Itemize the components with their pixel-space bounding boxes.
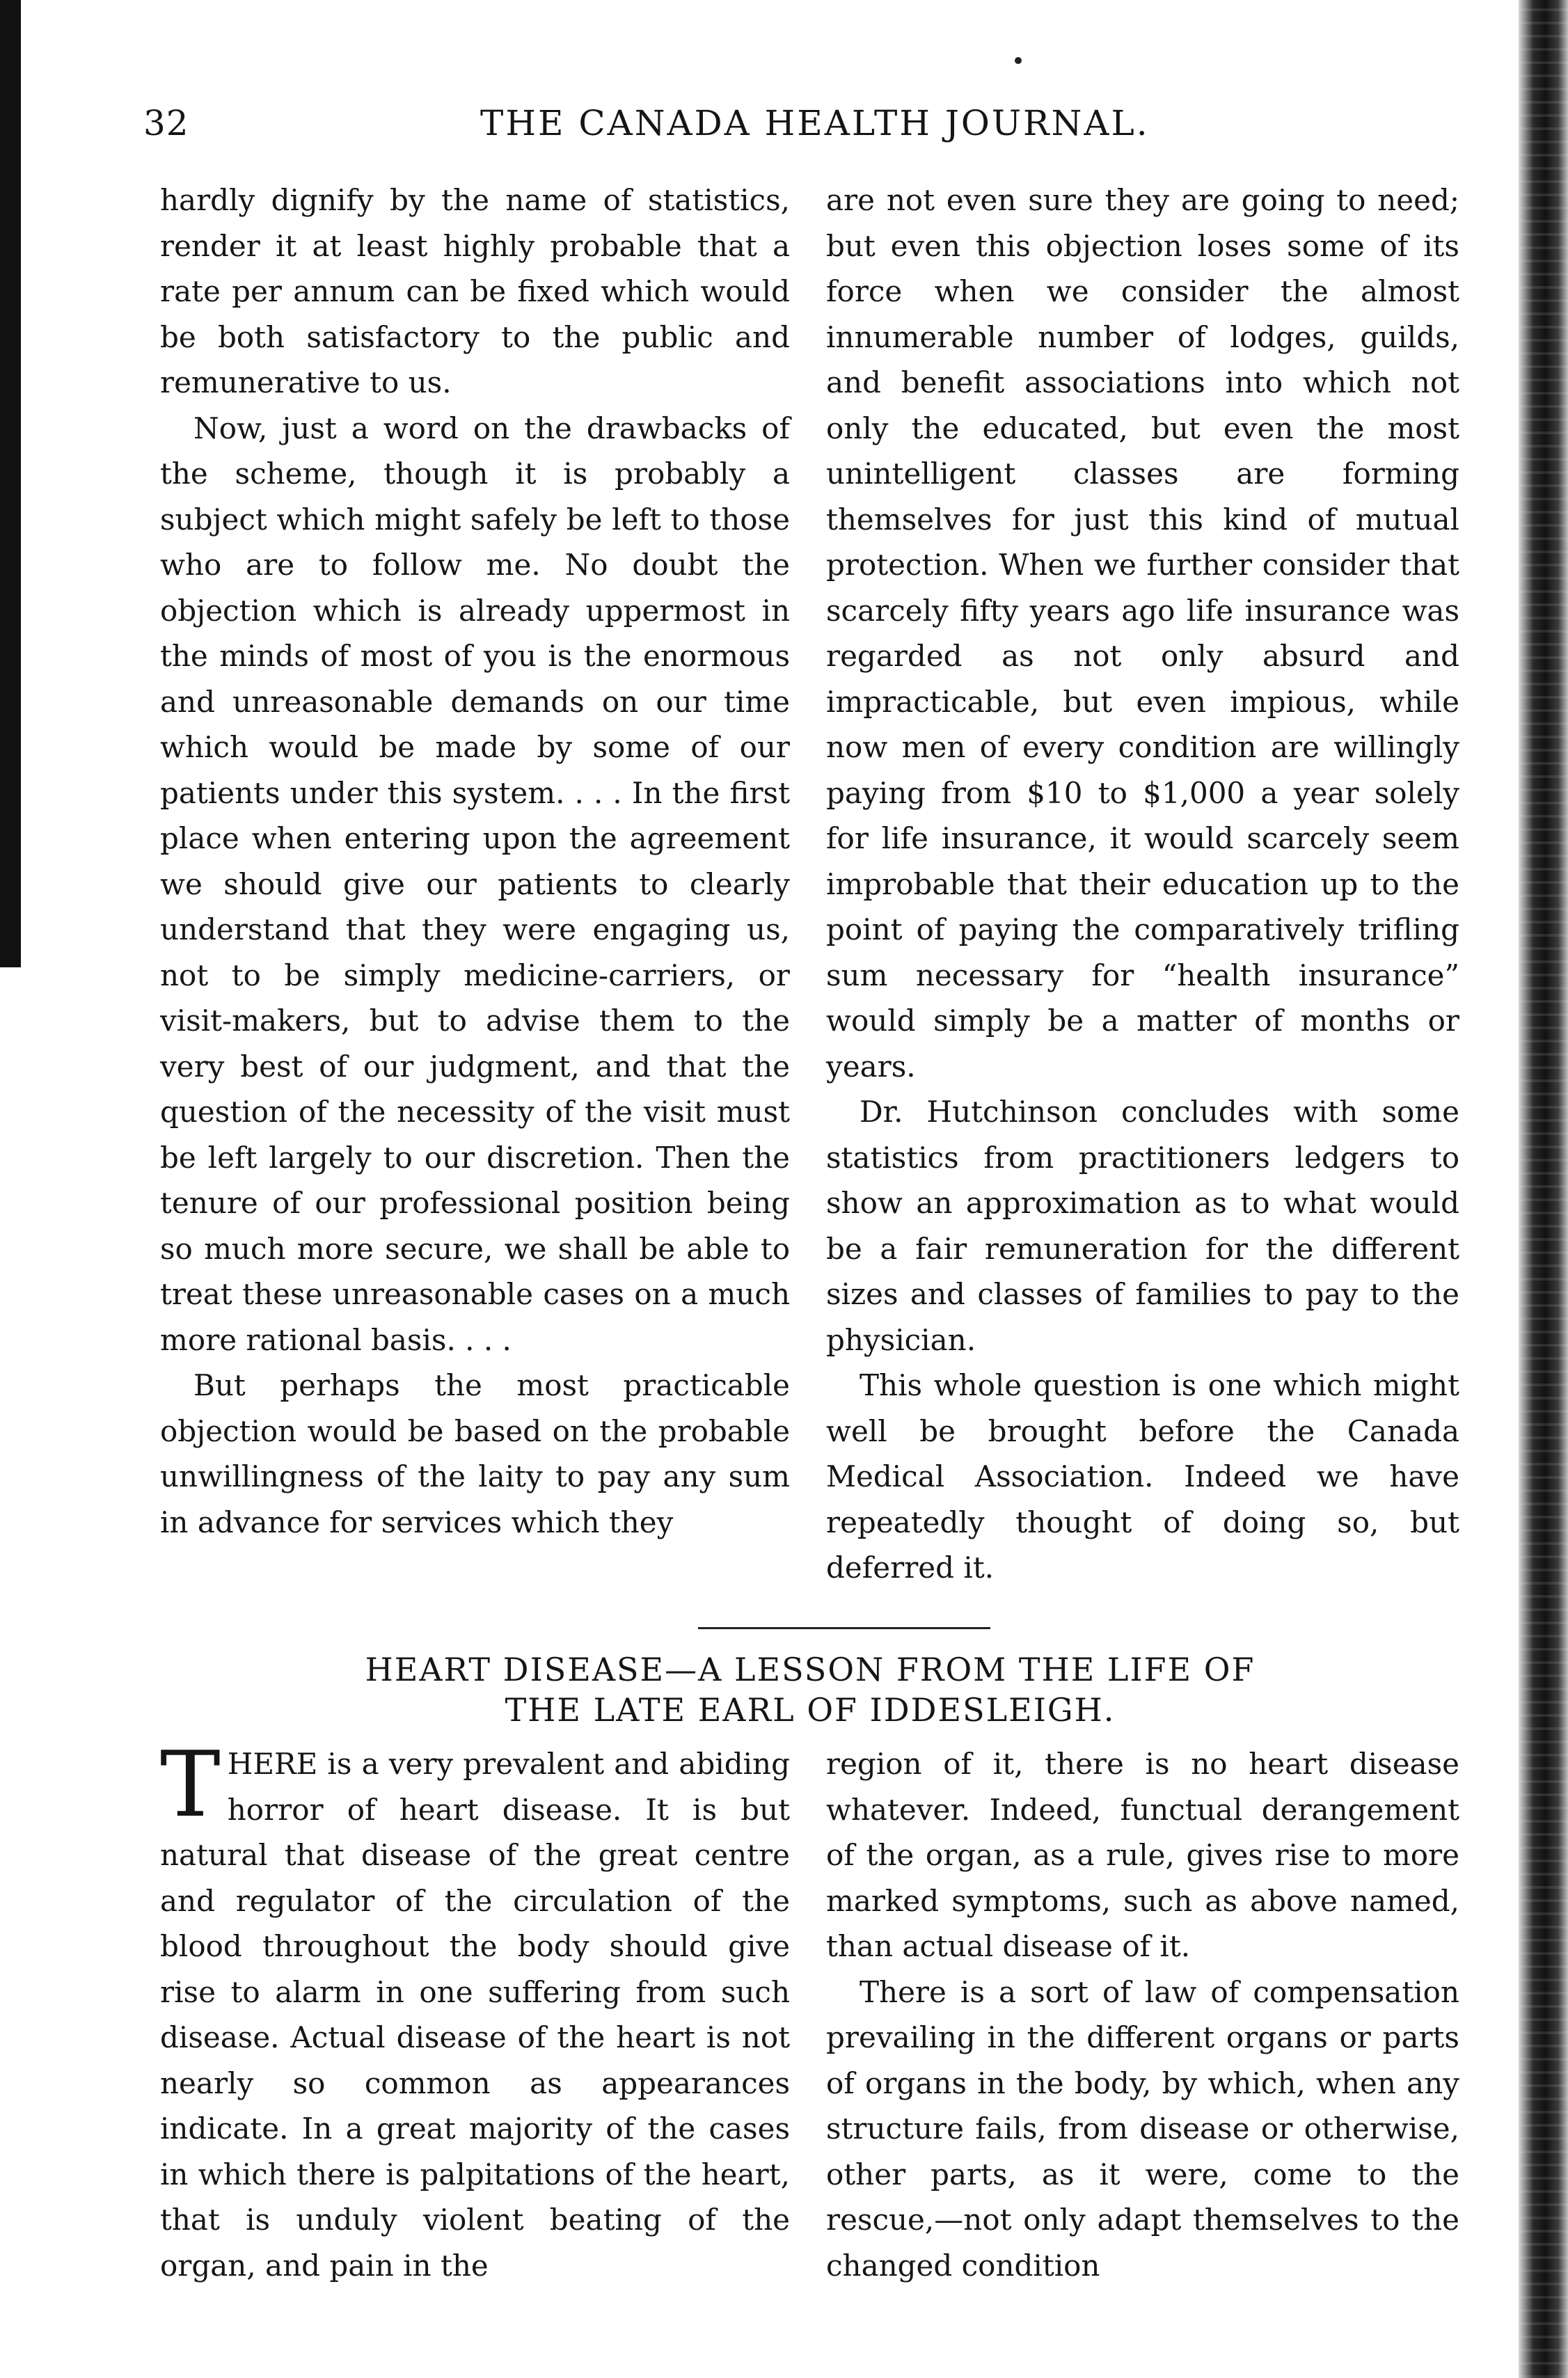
column-bottom-left	[160, 1731, 790, 2288]
column-top-right	[826, 177, 1459, 1591]
paragraph: There is a sort of law of compensation prevailing in the different organs or parts of organs in the body, by which, when any structure fails, from disease or otherwise, other parts, as it were, come to the rescue,—not only adapt themselves to the changed condition	[826, 1974, 1459, 2283]
paragraph: This whole question is one which might well be brought before the Canada Medical Association. Indeed we have repeatedly thought of doing so, but deferred it.	[826, 1368, 1459, 1585]
paragraph: But perhaps the most practicable objection would be based on the probable unwillingness of the laity to pay any sum in advance for services which they	[160, 1368, 790, 1539]
paragraph: Dr. Hutchinson concludes with some statistics from practitioners ledgers to show an approximation as to what would be a fair remuneration for the different sizes and classes of families to pay to the physician.	[826, 1095, 1459, 1357]
book-gutter-edge	[1519, 0, 1568, 2378]
paragraph	[160, 1731, 790, 2288]
running-head	[0, 103, 1568, 159]
column-bottom-right	[826, 1741, 1459, 2288]
scan-speck	[1015, 57, 1022, 64]
article-heading-line-1: HEART DISEASE—A LESSON FROM THE LIFE OF	[365, 1651, 1256, 1688]
section-divider	[698, 1627, 990, 1629]
paragraph: hardly dignify by the name of statistics, render it at least highly probable that a rate per annum can be fixed which would be both satisfactory to the public and remunerative to us.	[160, 183, 790, 399]
paragraph: region of it, there is no heart disease whatever. Indeed, functual derangement of the organ, as a rule, gives rise to more marked symptoms, such as above named, than actual disease of it.	[826, 1747, 1459, 1963]
article-heading-line-2: THE LATE EARL OF IDDESLEIGH.	[505, 1691, 1116, 1729]
page-number: 32	[143, 103, 189, 143]
paragraph-text: HERE is a very prevalent and abiding horror of heart disease. It is but natural that disease of the great centre and regulator of the circulation of the blood throughout the body should give rise to alarm in one suffering from such disease. Actual disease of the heart is not nearly so common as appearances indicate. In a great majority of the cases in which there is palpitations of the heart, that is unduly violent beating of the organ, and pain in the	[160, 1747, 790, 2283]
article-heading	[160, 1649, 1460, 1730]
drop-cap: T	[160, 1731, 221, 1837]
column-top-left	[160, 177, 790, 1545]
paragraph: Now, just a word on the drawbacks of the scheme, though it is probably a subject which might safely be left to those who are to follow me. No doubt the objection which is already uppermost in the minds of most of you is the enormous and unreasonable demands on our time which would be made by some of our patients under this system. . . . In the first place when entering upon the agreement we should give our patients to clearly understand that they were engaging us, not to be simply medicine-carriers, or visit-makers, but to advise them to the very best of our judgment, and that the question of the necessity of the visit must be left largely to our discretion. Then the tenure of our professional position being so much more secure, we shall be able to treat these unreasonable cases on a much more rational basis. . . .	[160, 411, 790, 1357]
journal-title: THE CANADA HEALTH JOURNAL.	[480, 103, 1150, 143]
paragraph: are not even sure they are going to need; but even this objection loses some of its force when we consider the almost innumerable number of lodges, guilds, and benefit associations into which not only the educated, but even the most unintelligent classes are forming themselves for just this kind of mutual protection. When we further consider that scarcely fifty years ago life insurance was regarded as not only absurd and impracticable, but even impious, while now men of every condition are willingly paying from $10 to $1,000 a year solely for life insurance, it would scarcely seem improbable that their education up to the point of paying the comparatively trifling sum necessary for “health insurance” would simply be a matter of months or years.	[826, 183, 1459, 1084]
